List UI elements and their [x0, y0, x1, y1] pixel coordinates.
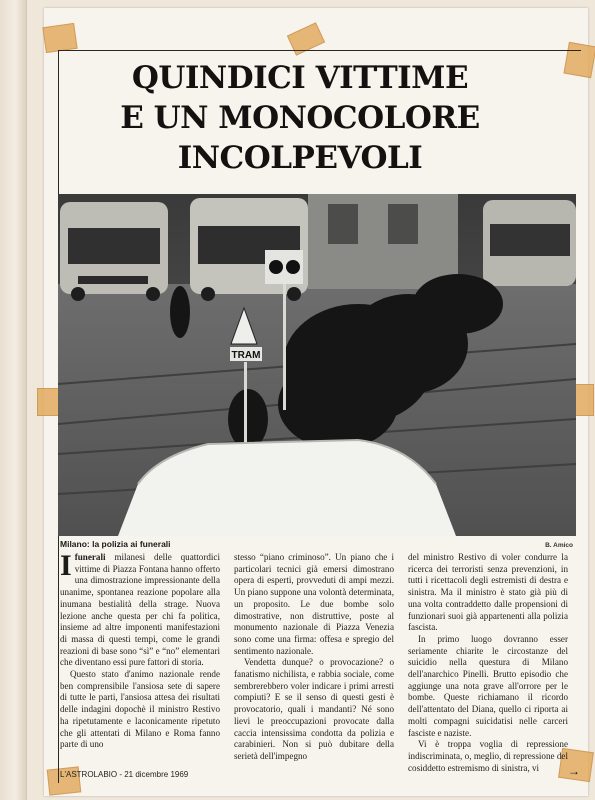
paragraph: Vi è troppa voglia di repressione indiscriminata, o, meglio, di repressione del cosiddetto estremismo di sinistra, vi — [408, 739, 568, 773]
photo-caption: Milano: la polizia ai funerali — [60, 539, 171, 549]
headline-line-3: INCOLPEVOLI — [177, 140, 423, 176]
photo-credit: B. Amico — [545, 542, 573, 549]
page-footer: L'ASTROLABIO - 21 dicembre 1969 — [60, 770, 189, 779]
paragraph: In primo luogo dovranno esser seriamente chiarite le circostanze del suicidio nella questura di Milano dell'anarchico Pinelli. Brutto episodio che aggiunge una nota grave all'orrore per le bombe. Queste richiamano il ricordo dell'attentato del Diana, quello ci riporta ai molti compagni suicidatisi nelle carceri fasciste e naziste. — [408, 633, 568, 738]
paragraph: Questo stato d'animo nazionale rende ben comprensibile l'ansiosa sete di sapere di tutte le parti, l'ansiosa attesa dei risultati delle indagini dopochè il ministro Restivo ha ripetutamente e laconicamente ripetuto che gli attentati di Milano e Roma fanno parte di uno — [60, 669, 220, 750]
article-column-3 — [408, 552, 568, 774]
photo-illustration — [58, 194, 576, 536]
continue-arrow-icon: → — [568, 764, 580, 778]
article-column-2 — [234, 552, 394, 763]
headline — [60, 58, 540, 178]
lead-word: funerali — [74, 552, 106, 562]
article-column-1 — [60, 549, 220, 751]
headline-line-2: E UN MONOCOLORE — [120, 100, 480, 136]
headline-line-1: QUINDICI VITTIME — [131, 60, 469, 96]
tram-sign-label: TRAM — [231, 350, 261, 361]
funeral-photo — [58, 194, 576, 536]
bus — [190, 198, 308, 301]
binder-edge — [0, 0, 27, 800]
tape-strip — [42, 23, 77, 53]
paragraph: Vendetta dunque? o provocazione? o fanatismo nichilista, e rabbia sociale, come sembrerebbero voler indicare i primi arresti compiuti? E se il senso di questi gesti è provocatorio, quali i mandanti? Né sono lievi le preoccupazioni provocate dalla caccia intensissima condotta da polizia e carabinieri. Non si può dubitare della serietà dell'impegno — [234, 657, 394, 761]
paragraph-text: milanesi delle quattordici vittime di Piazza Fontana hanno offerto una dimostrazione impressionante della unanime, spontanea reazione popolare alla inumana bestialità della strage. Nuova lezione anche questa per chi fa politica, insieme ad altre imponenti manifestazioni di massa di questi tempi, come le grandi reazioni di base sono “sì” e “no” elementari che diventano essi pure fattori di storia. — [60, 552, 220, 668]
bus — [60, 202, 168, 301]
paragraph: del ministro Restivo di voler condurre la ricerca dei terroristi senza prevenzioni, in tutti i ricettacoli degli estremisti di destra e sinistra. Ma il ministro è stato già più di una volta contraddetto dalle propensioni di funzionari suoi già appartenenti alla polizia fascista. — [408, 552, 568, 633]
paragraph — [60, 549, 220, 669]
bus — [483, 200, 576, 286]
paragraph: stesso “piano criminoso”. Un piano che i particolari tecnici già emersi dimostrano opera di esperti, provveduti di ampi mezzi. Un piano suppone una volontà determinata, un proposito. Le due bombe solo dimostrative, non distruttive, poste al monumento nazionale di Piazza Venezia sono come una firma: offesa e spregio del sentimento nazionale. — [234, 552, 394, 656]
drop-cap: I — [60, 549, 72, 582]
